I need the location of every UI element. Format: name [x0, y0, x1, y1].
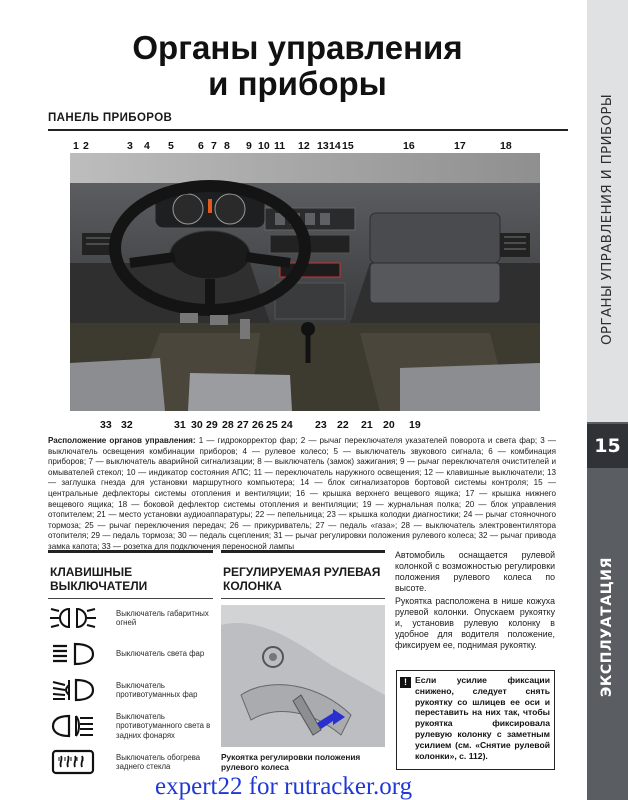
side-tab-upper-text: ОРГАНЫ УПРАВЛЕНИЯ И ПРИБОРЫ: [599, 94, 615, 346]
dashboard-photo: [70, 153, 540, 411]
side-tab-lower-text: ЭКСПЛУАТАЦИЯ: [599, 556, 615, 698]
fog-lights-icon: [48, 675, 98, 705]
callout-bottom: 29: [206, 419, 218, 431]
callout-bottom: 20: [383, 419, 395, 431]
callout-bottom: 24: [281, 419, 293, 431]
caption-lead: Расположение органов управления:: [48, 436, 196, 445]
rear-window-heater-icon: [48, 747, 98, 777]
callout-top: 15: [342, 140, 354, 152]
callout-top: 8: [224, 140, 230, 152]
callout-top: 1: [73, 140, 79, 152]
callout-top: 11: [274, 140, 286, 152]
switch-row: [48, 637, 213, 671]
switches-header: КЛАВИШНЫЕ ВЫКЛЮЧАТЕЛИ: [48, 550, 213, 599]
callout-bottom: 19: [409, 419, 421, 431]
callout-top: 10: [258, 140, 270, 152]
parking-lights-icon: [48, 603, 98, 633]
switch-label: Выключатель габаритных огней: [116, 608, 209, 627]
callout-bottom: 22: [337, 419, 349, 431]
rear-fog-light-icon: [48, 711, 98, 741]
section-header: ПАНЕЛЬ ПРИБОРОВ: [48, 112, 173, 124]
caption-body: 1 — гидрокорректор фар; 2 — рычаг переключателя указателей поворота и света фар; 3 — выключатель освещения комбинации приборов; 4 — рулевое колесо; 5 — выключатель звукового сигнала; 6 — комбинация приборов; 7 — выключатель аварийной сигнализации; 8 — выключатель (замок) зажигания; 9 — рычаг переключателя очистителей и омывателей стекол; 10 — индикатор состояния АПС; 11 — переключатель наружного освещения; 12 — клавишные выключатели; 13 — заглушка гнезда для установки маршрутного компьютера; 14 — блок сигнализаторов бортовой системы контроля; 15 — центральные дефлекторы системы отопления и вентиляции; 16 — крышка верхнего вещевого ящика; 17 — крышка нижнего вещевого ящика; 18 — боковой дефлектор системы отопления и вентиляции; 19 — журнальная полка; 20 — блок управления отопителем; 21 — место установки аудиоаппаратуры; 22 — пепельница; 23 — крышка колодки диагностики; 24 — рычаг стояночного тормоза; 25 — рычаг переключения передач; 26 — прикуриватель; 27 — педаль «газа»; 28 — выключатель электровентилятора отопителя; 29 — педаль тормоза; 30 — педаль сцепления; 31 — рычаг регулировки положения рулевого колеса; 32 — рычаг привода замка капота; 33 — розетка для подключения переносной лампы: [48, 436, 556, 551]
callout-bottom: 30: [191, 419, 203, 431]
warning-text: Если усилие фиксации снижено, следует снять рукоятку со шлицев ее оси и переставить на них так, чтобы рукоятка фиксировала рулевую колонку с заметным усилием (см. «Снятие рулевой колонки», с. 112).: [415, 675, 550, 761]
callout-top: 2: [83, 140, 89, 152]
page-title-line1: Органы управления: [132, 29, 463, 66]
callout-bottom: 25: [266, 419, 278, 431]
callout-top: 5: [168, 140, 174, 152]
callout-bottom: 33: [100, 419, 112, 431]
steering-para1: Автомобиль оснащается рулевой колонкой с возможностью регулировки положения рулевого колеса по высоте.: [395, 550, 555, 593]
callout-top: 3: [127, 140, 133, 152]
switch-label: Выключатель света фар: [116, 649, 205, 659]
callout-top: 18: [500, 140, 512, 152]
switch-row: [48, 601, 213, 635]
callout-bottom: 21: [361, 419, 373, 431]
callout-bottom: 32: [121, 419, 133, 431]
steering-column-photo: [221, 605, 385, 747]
steering-photo-caption: Рукоятка регулировки положения рулевого колеса: [221, 752, 361, 772]
callout-top: 9: [246, 140, 252, 152]
callout-bottom: 23: [315, 419, 327, 431]
steering-para2: Рукоятка расположена в нише кожуха рулевой колонки. Опускаем рукоятку и, установив рулевую колонку в удобное для водителя положение, фиксируем ее, поднимая рукоятку.: [395, 596, 555, 650]
switch-row: [48, 709, 213, 743]
steering-text: [395, 550, 555, 653]
switch-row: [48, 673, 213, 707]
switch-label: Выключатель противотуманных фар: [116, 680, 198, 699]
steering-header: РЕГУЛИРУЕМАЯ РУЛЕВАЯ КОЛОНКА: [221, 550, 385, 599]
headlights-icon: [48, 639, 98, 669]
watermark: expert22 for rutracker.org: [155, 773, 413, 800]
callout-top: 14: [329, 140, 341, 152]
page-title: [40, 30, 555, 102]
callout-top: 13: [317, 140, 329, 152]
page-title-line2: и приборы: [208, 65, 387, 102]
photo-caption: [48, 436, 556, 553]
callout-top: 16: [403, 140, 415, 152]
callout-top: 6: [198, 140, 204, 152]
callout-bottom: 27: [237, 419, 249, 431]
callout-top: 17: [454, 140, 466, 152]
page-number: 15: [587, 424, 628, 468]
switch-label: Выключатель противотуманного света в задних фонарях: [116, 711, 211, 740]
callout-top: 12: [298, 140, 310, 152]
callout-top: 4: [144, 140, 150, 152]
warning-icon: !: [400, 677, 411, 688]
callout-top: 7: [211, 140, 217, 152]
switch-label: Выключатель обогрева заднего стекла: [116, 752, 201, 771]
callout-bottom: 26: [252, 419, 264, 431]
callout-bottom: 28: [222, 419, 234, 431]
section-rule: [48, 129, 568, 131]
steering-section: [221, 550, 385, 772]
switches-section: [48, 550, 213, 779]
callout-bottom: 31: [174, 419, 186, 431]
warning-box: [396, 670, 555, 770]
